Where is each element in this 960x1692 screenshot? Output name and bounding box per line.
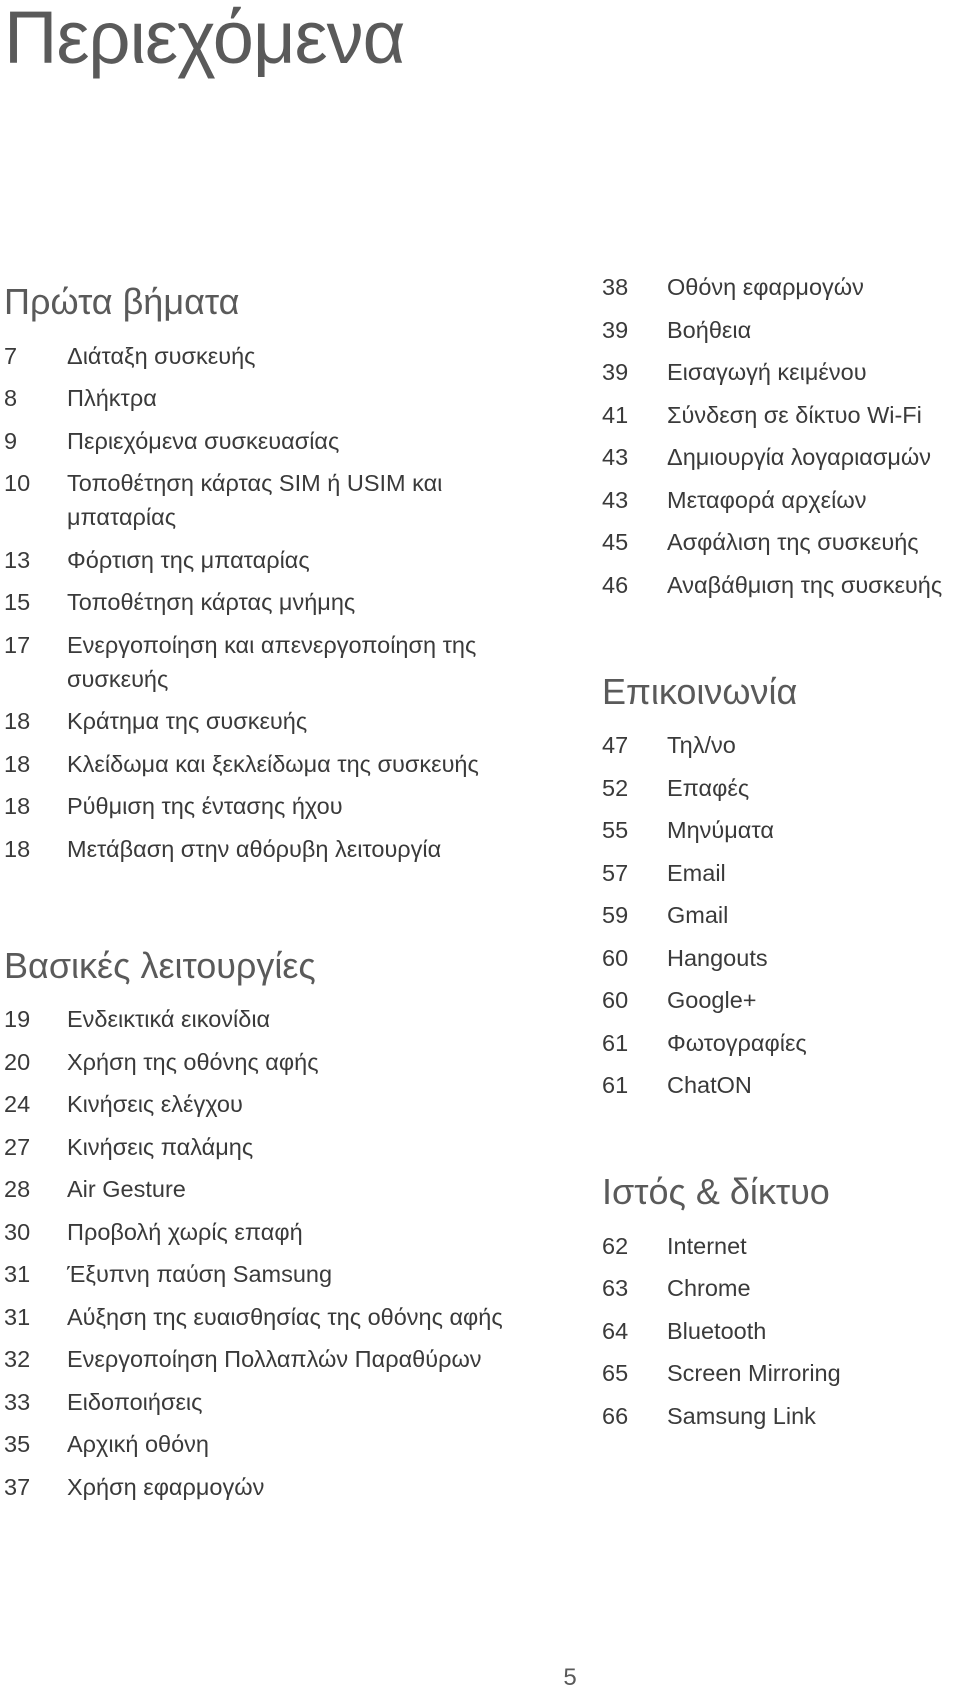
toc-page-number: 65 — [602, 1360, 629, 1386]
toc-label: Κράτημα της συσκευής — [67, 708, 308, 734]
toc-page-number: 30 — [4, 1218, 31, 1245]
toc-left-column — [4, 270, 544, 1504]
page-number: 5 — [563, 1664, 577, 1691]
section-spacer — [4, 866, 544, 938]
toc-page-number: 31 — [4, 1261, 31, 1287]
toc-label: Hangouts — [667, 944, 768, 971]
toc-entry[interactable] — [4, 1130, 544, 1164]
toc-entry[interactable] — [4, 1385, 544, 1419]
toc-label: Αναβάθμιση της συσκευής — [667, 571, 943, 598]
toc-entry[interactable] — [602, 983, 960, 1017]
toc-label: Έξυπνη παύση Samsung — [67, 1261, 333, 1287]
toc-entry[interactable] — [602, 898, 960, 932]
toc-entry[interactable] — [602, 440, 960, 474]
toc-label: Αρχική οθόνη — [67, 1431, 209, 1457]
toc-entry[interactable] — [602, 1399, 960, 1433]
toc-entry[interactable] — [602, 941, 960, 975]
toc-entry[interactable] — [602, 525, 960, 559]
toc-entry[interactable] — [4, 1427, 544, 1461]
toc-entry[interactable] — [4, 628, 544, 696]
toc-label: Ειδοποιήσεις — [67, 1388, 203, 1415]
toc-entry[interactable] — [4, 466, 544, 534]
toc-page-number: 28 — [4, 1176, 31, 1202]
toc-page-number: 43 — [602, 486, 629, 513]
toc-entry[interactable] — [602, 398, 960, 432]
toc-section-web-network — [602, 1229, 960, 1433]
toc-page-number: 38 — [602, 274, 629, 300]
toc-section-communication — [602, 728, 960, 1102]
toc-label: Ενδεικτικά εικονίδια — [67, 1006, 271, 1032]
toc-page-number: 43 — [602, 444, 629, 470]
toc-page-number: 47 — [602, 732, 629, 758]
toc-entry[interactable] — [602, 355, 960, 389]
section-spacer — [602, 602, 960, 664]
section-heading-communication: Επικοινωνία — [602, 670, 798, 712]
toc-label: Ασφάλιση της συσκευής — [667, 529, 919, 555]
toc-label: Ενεργοποίηση Πολλαπλών Παραθύρων — [67, 1346, 482, 1372]
toc-page-number: 20 — [4, 1048, 31, 1075]
toc-entry[interactable] — [4, 585, 544, 619]
toc-page-number: 60 — [602, 944, 629, 971]
toc-page-number: 35 — [4, 1431, 31, 1457]
toc-label: Ενεργοποίηση και απενεργοποίηση της συσκευής — [67, 631, 477, 692]
toc-page-number: 61 — [602, 1029, 629, 1056]
toc-label: Μεταφορά αρχείων — [667, 486, 867, 513]
toc-page-number: 60 — [602, 987, 629, 1013]
toc-entry[interactable] — [4, 789, 544, 823]
toc-page-number: 24 — [4, 1091, 31, 1117]
toc-page-number: 39 — [602, 316, 629, 343]
toc-label: Bluetooth — [667, 1317, 767, 1344]
toc-entry[interactable] — [602, 856, 960, 890]
toc-label: Εισαγωγή κειμένου — [667, 359, 867, 385]
toc-label: Προβολή χωρίς επαφή — [67, 1218, 303, 1245]
toc-page-number: 18 — [4, 750, 31, 777]
toc-section-basic-functions — [4, 1002, 544, 1504]
toc-page-number: 63 — [602, 1275, 629, 1301]
section-heading-basic-functions: Βασικές λειτουργίες — [4, 944, 316, 986]
toc-page-number: 18 — [4, 708, 31, 734]
toc-label: Πλήκτρα — [67, 385, 157, 411]
toc-label: Τοποθέτηση κάρτας μνήμης — [67, 589, 356, 615]
toc-entry[interactable] — [4, 704, 544, 738]
toc-label: Samsung Link — [667, 1402, 816, 1429]
toc-label: Κλείδωμα και ξεκλείδωμα της συσκευής — [67, 750, 479, 777]
toc-entry[interactable] — [4, 1172, 544, 1206]
toc-label: Οθόνη εφαρμογών — [667, 274, 864, 300]
toc-entry[interactable] — [4, 1045, 544, 1079]
toc-section-getting-started — [4, 339, 544, 866]
toc-label: Διάταξη συσκευής — [67, 342, 256, 369]
section-heading-web-network: Ιστός & δίκτυο — [602, 1171, 830, 1212]
toc-entry[interactable] — [4, 747, 544, 781]
toc-entry[interactable] — [602, 1314, 960, 1348]
toc-entry[interactable] — [602, 728, 960, 762]
toc-label: Google+ — [667, 987, 757, 1013]
toc-label: Σύνδεση σε δίκτυο Wi-Fi — [667, 401, 922, 428]
toc-label: Τοποθέτηση κάρτας SIM ή USIM και μπαταρίας — [67, 470, 443, 530]
toc-page-number: 8 — [4, 385, 18, 411]
toc-entry[interactable] — [4, 1470, 544, 1504]
toc-page-number: 41 — [602, 401, 629, 428]
toc-page-number: 59 — [602, 902, 629, 928]
toc-entry[interactable] — [4, 1257, 544, 1291]
toc-page-number: 17 — [4, 631, 31, 658]
toc-label: Κινήσεις ελέγχου — [67, 1091, 243, 1117]
toc-page-number: 62 — [602, 1232, 629, 1259]
toc-entry[interactable] — [4, 1300, 544, 1334]
toc-entry[interactable] — [602, 1068, 960, 1102]
toc-page-number: 19 — [4, 1006, 31, 1032]
toc-entry[interactable] — [4, 832, 544, 866]
toc-page-number: 39 — [602, 359, 629, 385]
toc-page-number: 52 — [602, 774, 629, 801]
toc-entry[interactable] — [4, 1215, 544, 1249]
toc-label: Επαφές — [667, 774, 750, 801]
toc-page-number: 32 — [4, 1346, 31, 1372]
toc-label: Ρύθμιση της έντασης ήχου — [67, 793, 343, 819]
toc-page-number: 18 — [4, 793, 31, 819]
toc-label: Φωτογραφίες — [667, 1029, 807, 1056]
toc-entry[interactable] — [602, 483, 960, 517]
toc-entry[interactable] — [602, 313, 960, 347]
toc-label: Περιεχόμενα συσκευασίας — [67, 427, 340, 454]
toc-label: Χρήση της οθόνης αφής — [67, 1048, 319, 1075]
toc-entry[interactable] — [602, 771, 960, 805]
toc-entry[interactable] — [602, 568, 960, 602]
toc-label: Φόρτιση της μπαταρίας — [67, 546, 310, 573]
section-spacer — [602, 1102, 960, 1164]
toc-label: Air Gesture — [67, 1176, 186, 1202]
toc-label: Αύξηση της ευαισθησίας της οθόνης αφής — [67, 1303, 503, 1330]
toc-label: Κινήσεις παλάμης — [67, 1133, 254, 1160]
toc-label: Μετάβαση στην αθόρυβη λειτουργία — [67, 835, 442, 862]
toc-entry[interactable] — [602, 270, 960, 304]
toc-page-number: 27 — [4, 1133, 31, 1160]
toc-page-number: 15 — [4, 589, 31, 615]
toc-page-number: 10 — [4, 470, 31, 496]
toc-label: Internet — [667, 1232, 747, 1259]
toc-label: Email — [667, 859, 726, 886]
toc-page-number: 31 — [4, 1303, 31, 1330]
toc-entry[interactable] — [4, 1342, 544, 1376]
toc-entry[interactable] — [602, 1229, 960, 1263]
toc-label: Χρήση εφαρμογών — [67, 1473, 265, 1500]
toc-page-number: 37 — [4, 1473, 31, 1500]
toc-page-number: 57 — [602, 859, 629, 886]
toc-entry[interactable] — [4, 543, 544, 577]
toc-label: Screen Mirroring — [667, 1360, 841, 1386]
toc-label: Chrome — [667, 1275, 751, 1301]
toc-page-number: 64 — [602, 1317, 629, 1344]
toc-entry[interactable] — [4, 339, 544, 373]
page-title: Περιεχόμενα — [4, 0, 405, 79]
section-heading-getting-started: Πρώτα βήματα — [4, 281, 240, 322]
toc-page-number: 18 — [4, 835, 31, 862]
toc-page-number: 45 — [602, 529, 629, 555]
toc-entry[interactable] — [602, 1356, 960, 1390]
toc-label: Μηνύματα — [667, 817, 774, 843]
toc-label: Δημιουργία λογαριασμών — [667, 444, 932, 470]
toc-page-number: 55 — [602, 817, 629, 843]
toc-page-number: 66 — [602, 1402, 629, 1429]
toc-page-number: 33 — [4, 1388, 31, 1415]
toc-label: ChatON — [667, 1072, 752, 1098]
toc-label: Τηλ/νο — [667, 732, 736, 758]
toc-page-number: 61 — [602, 1072, 629, 1098]
toc-entry[interactable] — [4, 1087, 544, 1121]
toc-entry[interactable] — [602, 1271, 960, 1305]
toc-page-number: 9 — [4, 427, 18, 454]
toc-page-number: 7 — [4, 342, 18, 369]
toc-right-column — [602, 270, 960, 1433]
toc-label: Βοήθεια — [667, 316, 752, 343]
toc-entry[interactable] — [602, 813, 960, 847]
toc-page-number: 13 — [4, 546, 31, 573]
toc-page-number: 46 — [602, 571, 629, 598]
toc-entry[interactable] — [4, 381, 544, 415]
toc-entry[interactable] — [602, 1026, 960, 1060]
toc-section-continued — [602, 270, 960, 602]
toc-entry[interactable] — [4, 1002, 544, 1036]
toc-label: Gmail — [667, 902, 729, 928]
toc-entry[interactable] — [4, 424, 544, 458]
